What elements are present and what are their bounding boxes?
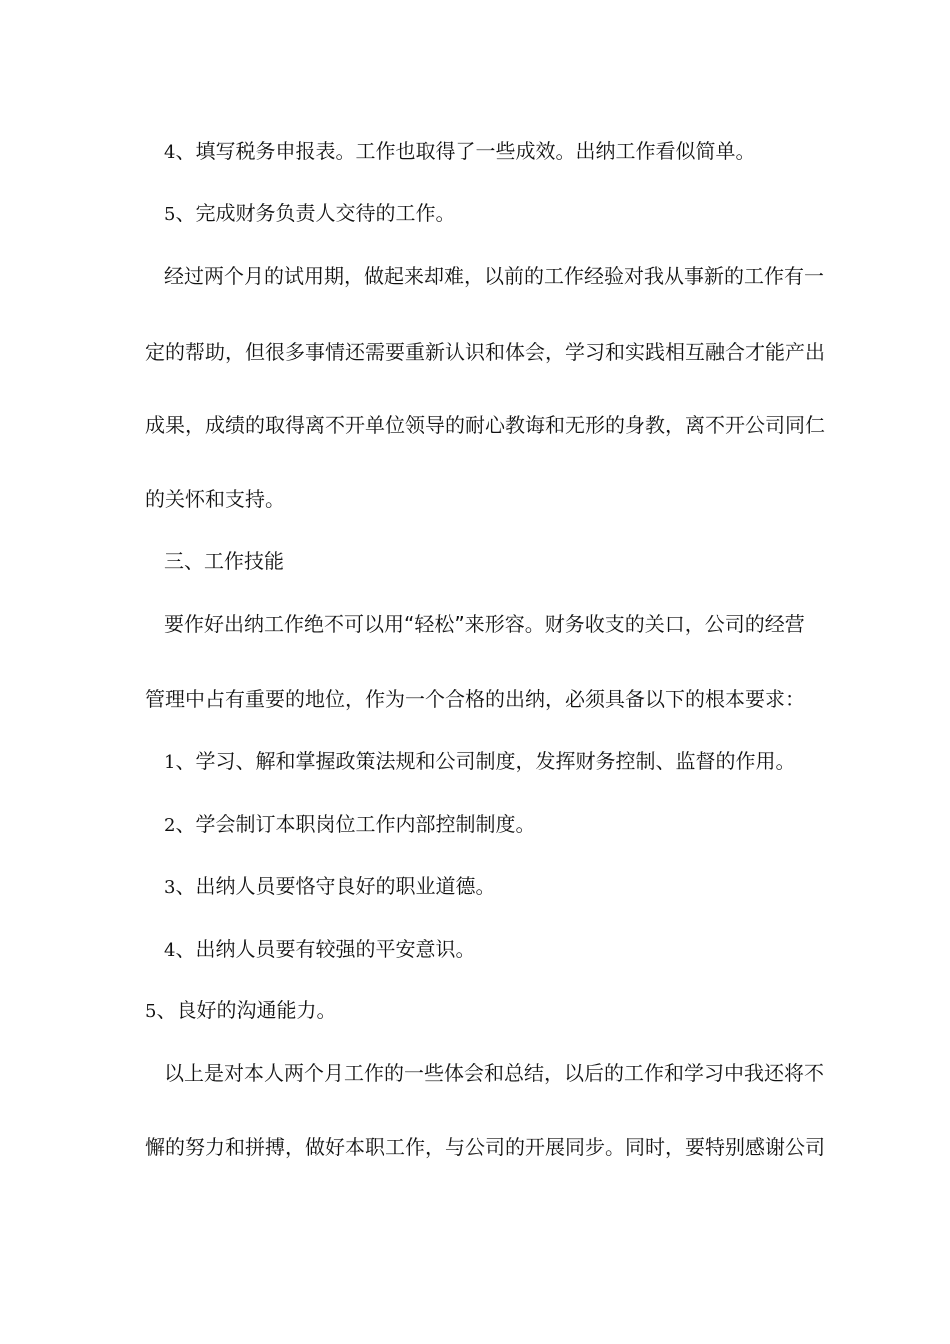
paragraph-line: 定的帮助，但很多事情还需要重新认识和体会，学习和实践相互融合才能产出 [145, 340, 825, 364]
paragraph-line: 以上是对本人两个月工作的一些体会和总结，以后的工作和学习中我还将不 [164, 1061, 824, 1085]
paragraph-line: 经过两个月的试用期，做起来却难，以前的工作经验对我从事新的工作有一 [164, 264, 824, 288]
list-number: 5 [145, 1001, 157, 1022]
paragraph-line: 成果，成绩的取得离不开单位领导的耐心教诲和无形的身教，离不开公司同仁 [145, 413, 825, 437]
list-item [164, 874, 495, 900]
list-item [164, 139, 755, 165]
list-item [164, 812, 535, 838]
list-number: 2 [164, 815, 176, 836]
list-number: 4 [164, 142, 176, 163]
paragraph-line: 要作好出纳工作绝不可以用“轻松”来形容。财务收支的关口，公司的经营 [164, 612, 805, 636]
list-item [164, 201, 455, 227]
list-number: 3 [164, 877, 176, 898]
list-text: 、出纳人员要恪守良好的职业道德。 [175, 874, 496, 898]
list-text: 、出纳人员要有较强的平安意识。 [175, 937, 476, 961]
list-text: 、填写税务申报表。工作也取得了一些成效。出纳工作看似简单。 [175, 139, 756, 163]
paragraph-line: 懈的努力和拼搏，做好本职工作，与公司的开展同步。同时，要特别感谢公司 [145, 1135, 825, 1159]
list-number: 4 [164, 940, 176, 961]
list-item [164, 937, 475, 963]
list-number: 5 [164, 204, 176, 225]
paragraph-line: 管理中占有重要的地位，作为一个合格的出纳，必须具备以下的根本要求： [145, 687, 805, 711]
paragraph-line: 的关怀和支持。 [145, 487, 285, 511]
list-text: 、学习、解和掌握政策法规和公司制度，发挥财务控制、监督的作用。 [175, 749, 796, 773]
list-item [164, 749, 795, 775]
list-item [145, 998, 336, 1024]
section-heading: 三、工作技能 [164, 549, 284, 573]
list-text: 、学会制订本职岗位工作内部控制制度。 [175, 812, 536, 836]
list-number: 1 [164, 752, 176, 773]
list-text: 、良好的沟通能力。 [156, 998, 337, 1022]
list-text: 、完成财务负责人交待的工作。 [175, 201, 456, 225]
